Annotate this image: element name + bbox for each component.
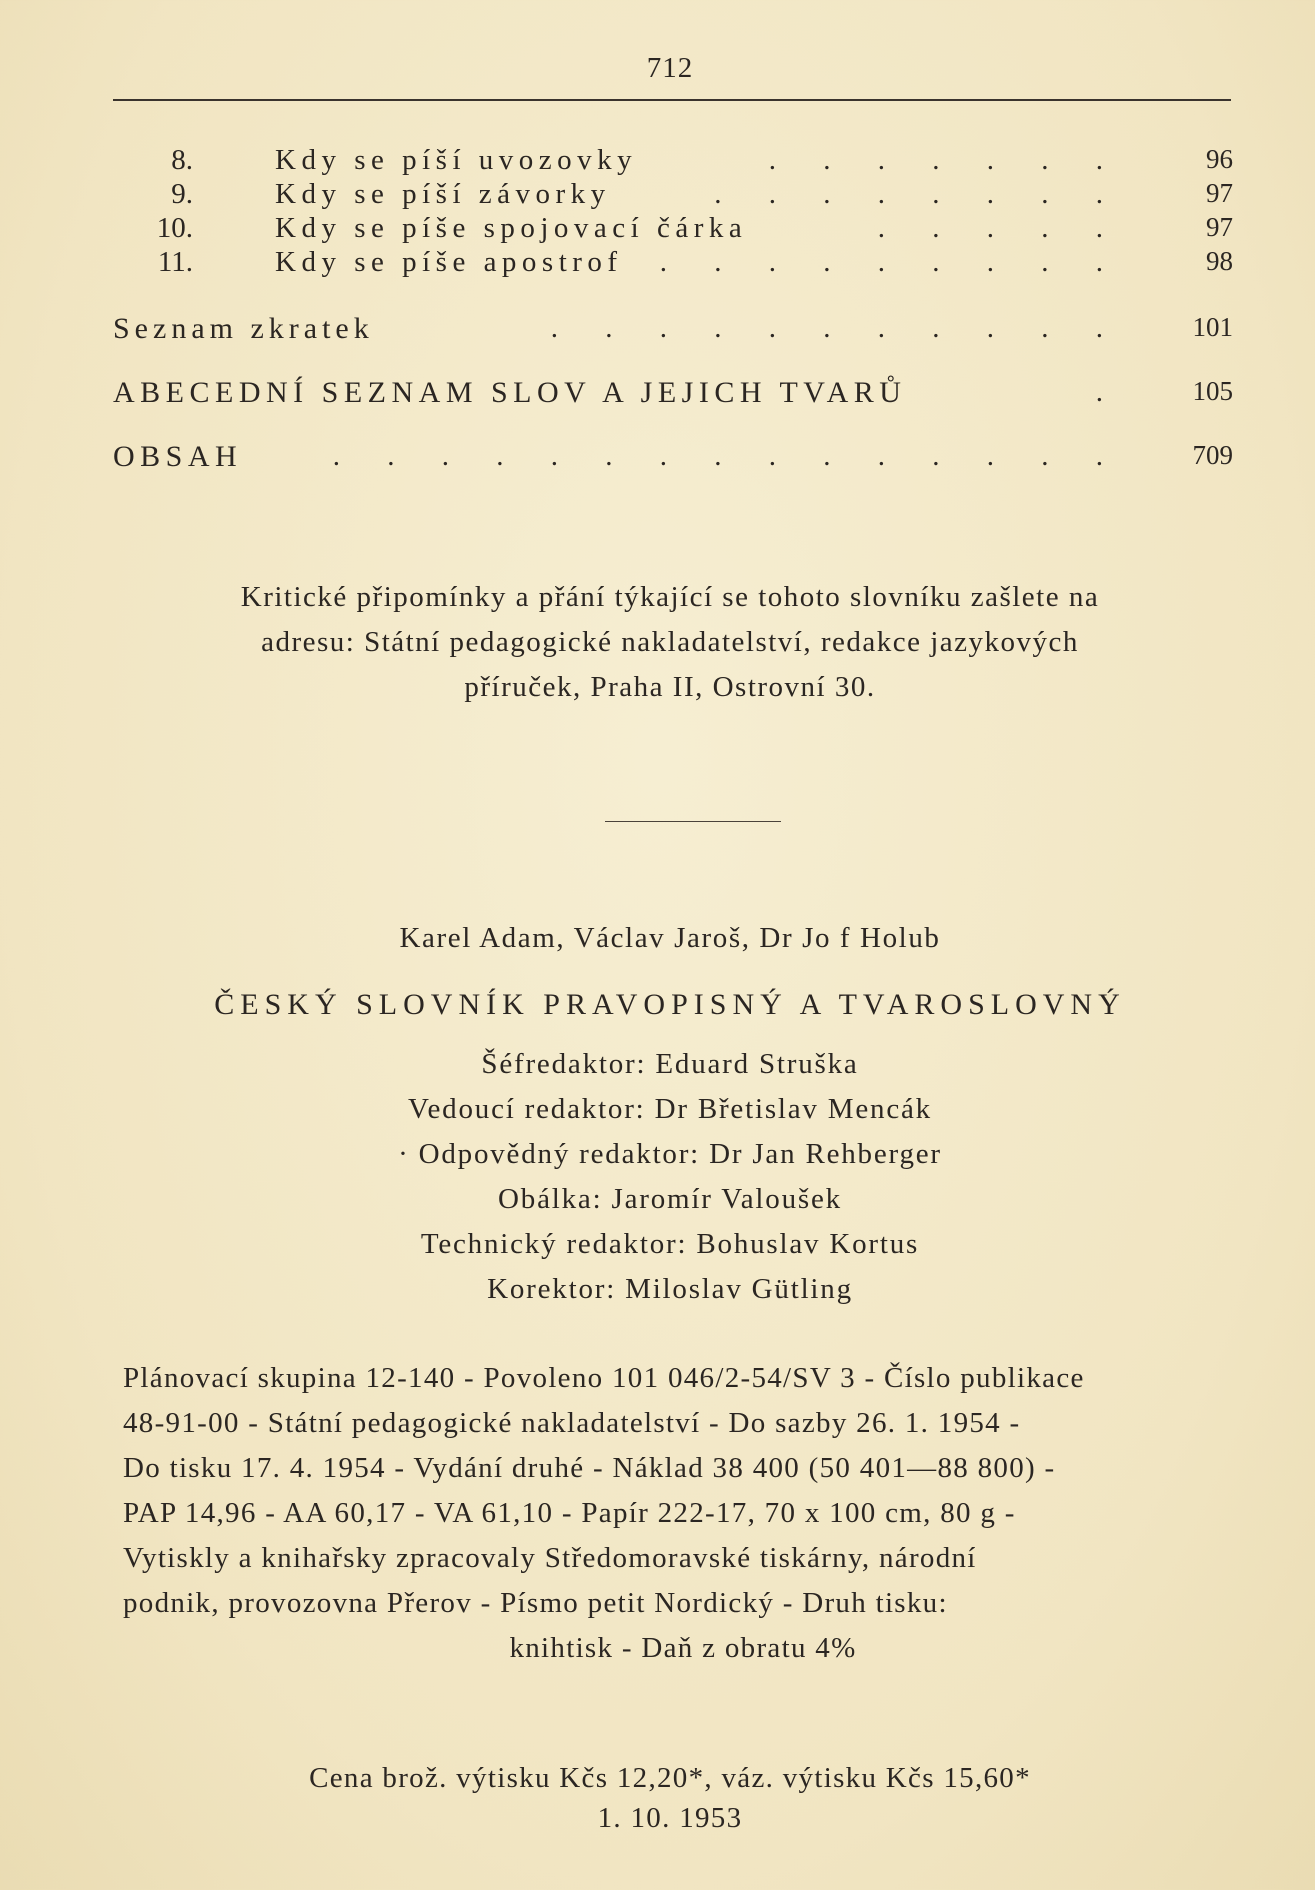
- toc-entry: [113, 212, 1233, 248]
- toc-entry-number: 10.: [156, 212, 193, 244]
- credit-line: Korektor: Miloslav Gütling: [487, 1273, 853, 1305]
- credit-line: · Odpovědný redaktor: Dr Jan Rehberger: [398, 1138, 942, 1170]
- note-line: adresu: Státní pedagogické nakladatelství, redakce jazykových: [261, 626, 1079, 658]
- imprint-line: Do tisku 17. 4. 1954 - Vydání druhé - Náklad 38 400 (50 401—88 800) -: [123, 1452, 1056, 1484]
- feedback-note: [110, 575, 1230, 710]
- imprint-line: 48-91-00 - Státní pedagogické nakladatelství - Do sazby 26. 1. 1954 -: [123, 1407, 1021, 1439]
- toc-dots: . . . . . . . .: [714, 178, 1123, 210]
- note-line: Kritické připomínky a přání týkající se tohoto slovníku zašlete na: [240, 581, 1100, 613]
- toc-entry-title: Kdy se píše apostrof: [275, 246, 623, 278]
- toc-section-title: ABECEDNÍ SEZNAM SLOV A JEJICH TVARŮ: [113, 376, 907, 409]
- toc-entry-page: 97: [1206, 212, 1233, 242]
- section-divider: [605, 821, 781, 822]
- toc-entry-page: 97: [1206, 178, 1233, 208]
- toc-entry-title: Kdy se píší závorky: [275, 178, 611, 210]
- toc-section: [113, 312, 1233, 348]
- toc-section: [113, 376, 1233, 412]
- toc-entry-page: 96: [1206, 144, 1233, 174]
- toc-entry-title: Kdy se píší uvozovky: [275, 144, 638, 176]
- price-block: [110, 1758, 1230, 1838]
- toc-dots: . . . . . . .: [768, 144, 1123, 176]
- toc-entry-number: 9.: [171, 178, 193, 210]
- imprint-line: Plánovací skupina 12-140 - Povoleno 101 046/2-54/SV 3 - Číslo publikace: [123, 1362, 1085, 1394]
- book-title: ČESKÝ SLOVNÍK PRAVOPISNÝ A TVAROSLOVNÝ: [214, 988, 1126, 1021]
- imprint-line: knihtisk - Daň z obratu 4%: [509, 1632, 857, 1664]
- toc-section: [113, 440, 1233, 476]
- credit-line: Technický redaktor: Bohuslav Kortus: [420, 1228, 920, 1260]
- toc-section-title: Seznam zkratek: [113, 312, 374, 345]
- page-number: 712: [646, 52, 694, 84]
- toc-section-page: 105: [1192, 376, 1233, 406]
- toc-dots: . . . . . . . . . . .: [550, 312, 1123, 344]
- toc-entry-number: 8.: [171, 144, 193, 176]
- toc-dots: . . . . . . . . .: [659, 246, 1123, 278]
- toc-dots: .: [1095, 376, 1123, 408]
- toc-section-title: OBSAH: [113, 440, 243, 473]
- imprint-line: podnik, provozovna Přerov - Písmo petit Nordický - Druh tisku:: [123, 1587, 948, 1619]
- credit-line: Obálka: Jaromír Valoušek: [498, 1183, 842, 1215]
- toc-entry-number: 11.: [157, 246, 193, 278]
- credit-line: Šéfredaktor: Eduard Struška: [481, 1048, 859, 1080]
- toc-entry: [113, 144, 1233, 180]
- credit-line: Vedoucí redaktor: Dr Břetislav Mencák: [407, 1093, 932, 1125]
- imprint-line: PAP 14,96 - AA 60,17 - VA 61,10 - Papír 222-17, 70 x 100 cm, 80 g -: [123, 1497, 1016, 1529]
- toc-entry-title: Kdy se píše spojovací čárka: [275, 212, 748, 244]
- price-line: Cena brož. výtisku Kčs 12,20*, váz. výtisku Kčs 15,60*: [309, 1762, 1031, 1794]
- toc-dots: . . . . .: [877, 212, 1123, 244]
- note-line: příruček, Praha II, Ostrovní 30.: [464, 671, 876, 703]
- toc-entry: [113, 178, 1233, 214]
- toc-dots: . . . . . . . . . . . . . . .: [332, 440, 1123, 472]
- toc-section-page: 101: [1192, 312, 1233, 342]
- header-rule: [113, 99, 1231, 101]
- toc-entry: [113, 246, 1233, 282]
- toc-entry-page: 98: [1206, 246, 1233, 276]
- imprint: [123, 1356, 1243, 1671]
- authors: Karel Adam, Václav Jaroš, Dr Jo f Holub: [399, 922, 941, 954]
- price-date: 1. 10. 1953: [597, 1802, 743, 1834]
- imprint-line: Vytiskly a knihařsky zpracovaly Středomoravské tiskárny, národní: [123, 1542, 977, 1574]
- toc-section-page: 709: [1192, 440, 1233, 470]
